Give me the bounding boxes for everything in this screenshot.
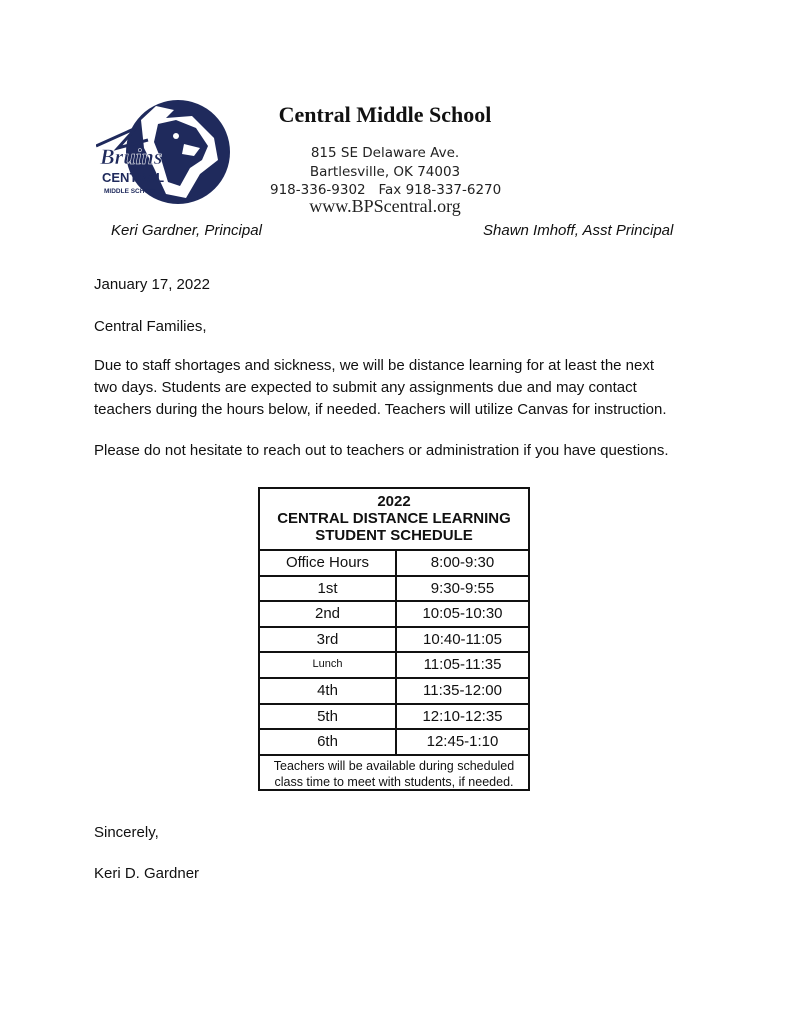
- logo-text-central: CENTRAL: [102, 170, 165, 185]
- letter-signature: Keri D. Gardner: [94, 865, 200, 882]
- schedule-table: [258, 487, 530, 791]
- paragraph-1-line-3: teachers during the hours below, if needed. Teachers will utilize Canvas for instruction.: [94, 401, 667, 418]
- period-cell: 1st: [260, 577, 397, 601]
- time-cell: 11:05-11:35: [423, 656, 502, 674]
- table-row: [260, 705, 528, 731]
- period-cell: 4th: [260, 679, 397, 703]
- school-name: Central Middle School: [278, 102, 492, 127]
- principal-name: Keri Gardner, Principal: [111, 222, 262, 239]
- school-logo: [96, 98, 234, 210]
- time-cell: 10:40-11:05: [423, 630, 502, 648]
- table-row: [260, 602, 528, 628]
- time-cell: 9:30-9:55: [430, 579, 495, 597]
- asst-principal-name: Shawn Imhoff, Asst Principal: [483, 222, 674, 239]
- table-row: [260, 551, 528, 577]
- schedule-footnote: [260, 756, 528, 790]
- paragraph-1-line-1: Due to staff shortages and sickness, we will be distance learning for at least the next: [94, 357, 655, 374]
- website: www.BPScentral.org: [309, 196, 461, 216]
- time-cell: 11:35-12:00: [423, 681, 502, 699]
- paragraph-1-line-2: two days. Students are expected to submit any assignments due and may contact: [94, 379, 637, 396]
- letter-date: January 17, 2022: [94, 276, 210, 293]
- period-cell: 3rd: [260, 628, 397, 652]
- table-row: [260, 730, 528, 756]
- period-cell: Office Hours: [260, 551, 397, 575]
- time-cell: 12:45-1:10: [426, 733, 499, 751]
- address-line-1: 815 SE Delaware Ave.: [310, 145, 460, 161]
- logo-text-bruins: Bruins: [100, 144, 163, 169]
- period-cell: Lunch: [260, 653, 397, 677]
- letter-paragraph-2: Please do not hesitate to reach out to teachers or administration if you have questions.: [94, 442, 669, 459]
- table-row: [260, 653, 528, 679]
- period-cell: 6th: [260, 730, 397, 754]
- footnote-line-1: Teachers will be available during scheduled: [273, 758, 515, 773]
- schedule-header: [260, 489, 528, 551]
- period-cell: 2nd: [260, 602, 397, 626]
- letter-closing: Sincerely,: [94, 824, 159, 841]
- time-cell: 8:00-9:30: [430, 554, 495, 571]
- letter-salutation: Central Families,: [94, 318, 207, 335]
- footnote-line-2: class time to meet with students, if needed.: [274, 774, 514, 789]
- time-cell: 12:10-12:35: [422, 707, 503, 725]
- letter-paragraph-1: [94, 355, 704, 421]
- address-line-2: Bartlesville, OK 74003: [309, 164, 461, 180]
- time-cell: 10:05-10:30: [422, 605, 503, 623]
- schedule-year: 2022: [377, 493, 411, 510]
- schedule-subtitle: STUDENT SCHEDULE: [315, 527, 473, 544]
- schedule-title: CENTRAL DISTANCE LEARNING: [277, 510, 511, 527]
- logo-text-middle-school: MIDDLE SCHOOL: [104, 188, 159, 195]
- table-row: [260, 577, 528, 603]
- phone-fax: 918-336-9302 Fax 918-337-6270: [270, 182, 502, 198]
- table-row: [260, 679, 528, 705]
- table-row: [260, 628, 528, 654]
- period-cell: 5th: [260, 705, 397, 729]
